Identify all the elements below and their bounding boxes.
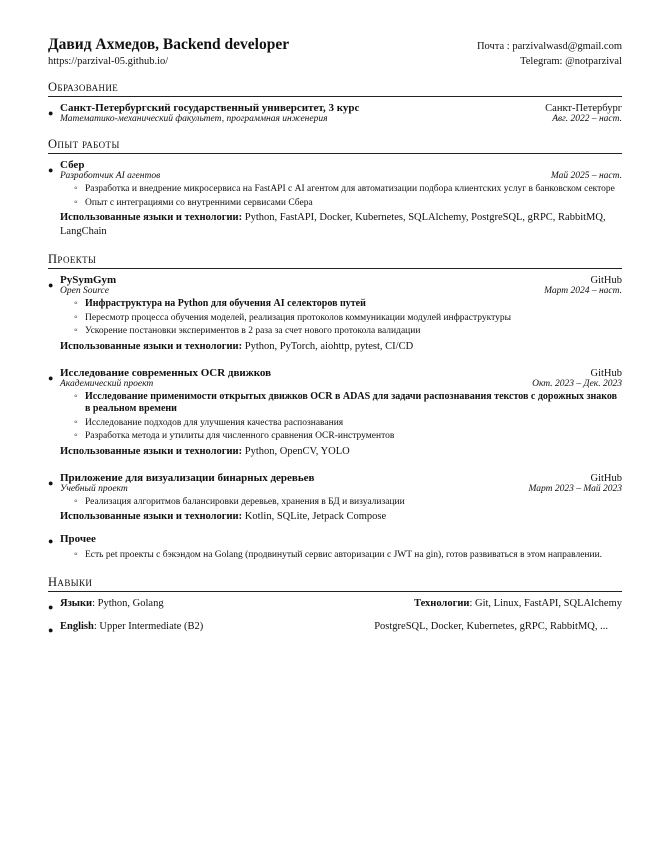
other-entry [48, 533, 622, 562]
project-kind: Open Source [60, 286, 109, 296]
experience-role: Разработчик AI агентов [60, 171, 161, 181]
education-city: Санкт-Петербург [545, 103, 622, 114]
list-item: ◦ Пересмотр процесса обучения моделей, реализация протоколов коммуникации модулей инфраструктуры [74, 312, 622, 325]
bullet-icon: ● [48, 165, 54, 175]
bullet-icon: ● [48, 477, 54, 488]
project-tech [60, 445, 622, 459]
skills-row [48, 620, 622, 635]
project-name: Исследование современных OCR движков [60, 366, 272, 379]
project-dates: Окт. 2023 – Дек. 2023 [532, 378, 622, 389]
list-item: ◦ Исследование применимости открытых движков OCR в ADAS для задачи распознавания текстов с дорожных знаков в реальном времени [74, 391, 622, 416]
section-experience-title: Опыт работы [48, 137, 622, 154]
project-kind: Академический проект [60, 378, 154, 389]
languages-label: Языки [60, 597, 93, 609]
technologies-label: Технологии [413, 597, 470, 609]
project-entry [48, 274, 622, 354]
candidate-name: Давид Ахмедов, Backend developer [48, 36, 290, 53]
other-list [60, 549, 622, 562]
technologies-skill [414, 598, 622, 609]
experience-tech [60, 211, 622, 239]
experience-company: Сбер [60, 159, 85, 171]
bullet-icon: ● [48, 280, 54, 290]
skills-row [48, 597, 622, 612]
english-skill [60, 621, 203, 632]
list-item: ◦ Исследование подходов для улучшения качества распознавания [74, 417, 622, 430]
website-link[interactable]: https://parzival-05.github.io/ [48, 56, 169, 67]
list-item: ◦ Инфраструктура на Python для обучения AI селекторов путей [74, 298, 622, 311]
education-entry [48, 102, 622, 124]
list-item: ◦ Разработка и внедрение микросервиса на FastAPI с AI агентом для автоматизации подбора клиентских услуг в банковском секторе [74, 183, 622, 196]
resume-page [48, 36, 622, 635]
github-link[interactable]: GitHub [590, 367, 622, 379]
section-skills-title: Навыки [48, 575, 622, 592]
bullet-icon: ● [48, 372, 54, 383]
bullet-icon: ● [48, 601, 54, 612]
tech-label: Использованные языки и технологии: [60, 511, 243, 522]
project-dates: Март 2024 – наст. [544, 286, 622, 296]
skills-block [48, 597, 622, 635]
tech-label: Использованные языки и технологии: [60, 340, 243, 352]
project-name: PySymGym [60, 274, 117, 286]
english-value: : Upper Intermediate (B2) [93, 620, 204, 632]
project-list [60, 496, 622, 509]
education-faculty: Математико-механический факультет, программная инженерия [60, 114, 328, 124]
bullet-icon: ● [48, 108, 54, 118]
list-item: ◦ Разработка метода и утилиты для численного сравнения OCR-инструментов [74, 430, 622, 443]
project-entry [48, 472, 622, 525]
tech-value: Kotlin, SQLite, Jetpack Compose [244, 511, 387, 522]
technologies-continued: PostgreSQL, Docker, Kubernetes, gRPC, RabbitMQ, ... [374, 620, 608, 632]
project-entry [48, 367, 622, 459]
project-tech [60, 340, 622, 354]
tech-value: Python, PyTorch, aiohttp, pytest, CI/CD [244, 340, 414, 352]
email-contact[interactable]: Почта : parzivalwasd@gmail.com [476, 41, 622, 52]
experience-list [60, 183, 622, 209]
header-row-1 [48, 36, 622, 54]
project-list [60, 298, 622, 338]
languages-value: : Python, Golang [92, 597, 164, 609]
english-label: English [60, 620, 94, 632]
experience-dates: Май 2025 – наст. [550, 171, 622, 181]
tech-value: Python, OpenCV, YOLO [244, 445, 350, 457]
bullet-icon: ● [48, 624, 54, 635]
header-row-2 [48, 56, 622, 67]
tech-label: Использованные языки и технологии: [60, 212, 243, 223]
project-tech [60, 510, 622, 524]
project-dates: Март 2023 – Май 2023 [528, 483, 622, 494]
education-school: Санкт-Петербургский государственный университет, 3 курс [60, 102, 360, 114]
project-list [60, 391, 622, 443]
project-name: Приложение для визуализации бинарных деревьев [60, 471, 315, 484]
section-education-title: Образование [48, 80, 622, 97]
list-item: ◦ Реализация алгоритмов балансировки деревьев, хранения в БД и визуализации [74, 496, 622, 509]
github-link[interactable]: GitHub [590, 275, 622, 286]
github-link[interactable]: GitHub [590, 472, 622, 484]
list-item: ◦ Есть pet проекты с бэкэндом на Golang (продвинутый сервис авторизации с JWT на gin), готов развиваться в этом направлении. [74, 549, 622, 562]
section-projects-title: Проекты [48, 252, 622, 269]
other-title: Прочее [60, 533, 96, 545]
project-kind: Учебный проект [60, 483, 128, 494]
experience-entry [48, 159, 622, 239]
education-dates: Авг. 2022 – наст. [552, 114, 622, 124]
list-item: ◦ Опыт с интеграциями со внутренними сервисами Сбера [74, 197, 622, 210]
tech-label: Использованные языки и технологии: [60, 445, 243, 457]
tech-value: Python, FastAPI, Docker, Kubernetes, SQLAlchemy, PostgreSQL, gRPC, RabbitMQ, LangChain [60, 212, 606, 237]
languages-skill [60, 598, 164, 609]
technologies-value: : Git, Linux, FastAPI, SQLAlchemy [469, 597, 622, 609]
telegram-contact[interactable]: Telegram: @notparzival [520, 56, 622, 67]
list-item: ◦ Ускорение постановки экспериментов в 2 раза за счет нового протокола валидации [74, 325, 622, 338]
bullet-icon: ● [48, 536, 54, 546]
